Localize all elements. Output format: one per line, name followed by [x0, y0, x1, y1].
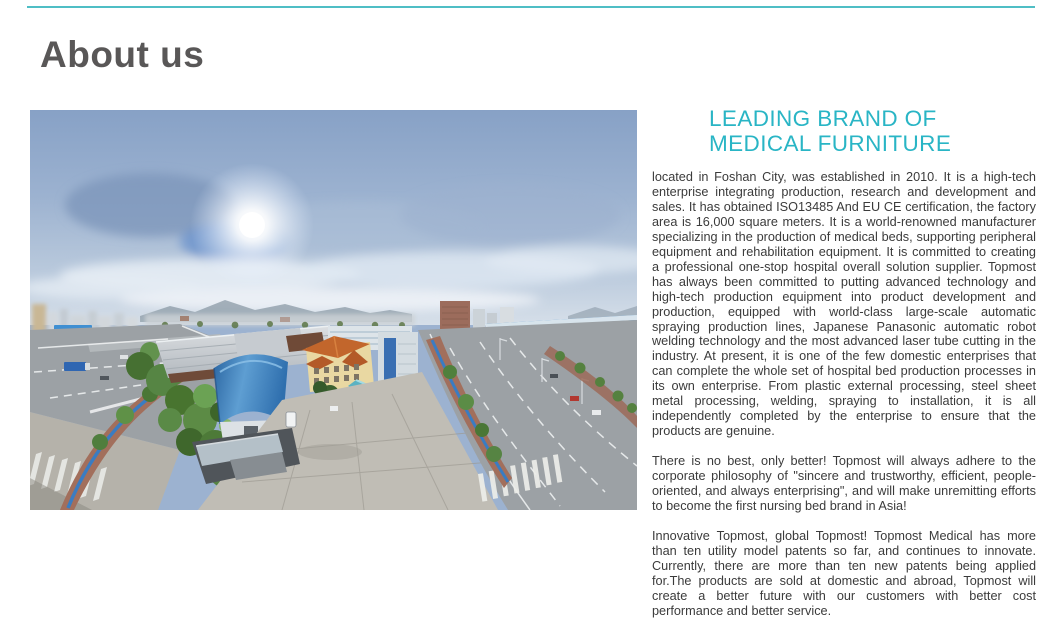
about-paragraph-2: There is no best, only better! Topmost will always adhere to the corporate philosophy of "sincere and trustworthy, efficient, people-oriented, and always enterprising", and will make unremitting efforts to become the first nursing bed brand in Asia! [652, 454, 1036, 514]
section-title-line1: LEADING BRAND OF [709, 106, 937, 131]
about-content-column [652, 106, 1036, 619]
page-title: About us [40, 34, 205, 75]
about-paragraph-1: located in Foshan City, was established in 2010. It is a high-tech enterprise integrating production, research and development and sales. It has obtained ISO13485 And EU CE certification, the factory area is 16,000 square meters. It is a world-renowned manufacturer specializing in the production of medical beds, supporting peripheral equipment and rehabilitation equipment. It is committed to creating a professional one-stop hospital overall solution supplier. Topmost has always been committed to putting advanced technology and high-tech production equipment into product development and production, equipped with world-class large-scale automatic spraying production lines, Japanese Panasonic automatic robot welding technology and the most advanced laser tube cutting in the industry. At present, it is one of the few domestic enterprises that can complete the whole set of hospital bed production processes in its own enterprise. From plastic external processing, steel sheet metal processing, welding, spraying to installation, it is all independently completed by the enterprise to ensure that the products are genuine. [652, 170, 1036, 439]
top-divider-rule [27, 6, 1035, 8]
section-title-line2: MEDICAL FURNITURE [709, 131, 952, 156]
section-title [709, 106, 1036, 156]
factory-panorama-image [30, 110, 637, 510]
factory-panorama-illustration [30, 110, 637, 510]
about-paragraph-3: Innovative Topmost, global Topmost! Topmost Medical has more than ten utility model patents so far, and continues to innovate. Currently, there are more than ten new patents being applied for.The products are sold at domestic and abroad, Topmost will create a better future with our customers with better cost performance and better service. [652, 528, 1036, 618]
